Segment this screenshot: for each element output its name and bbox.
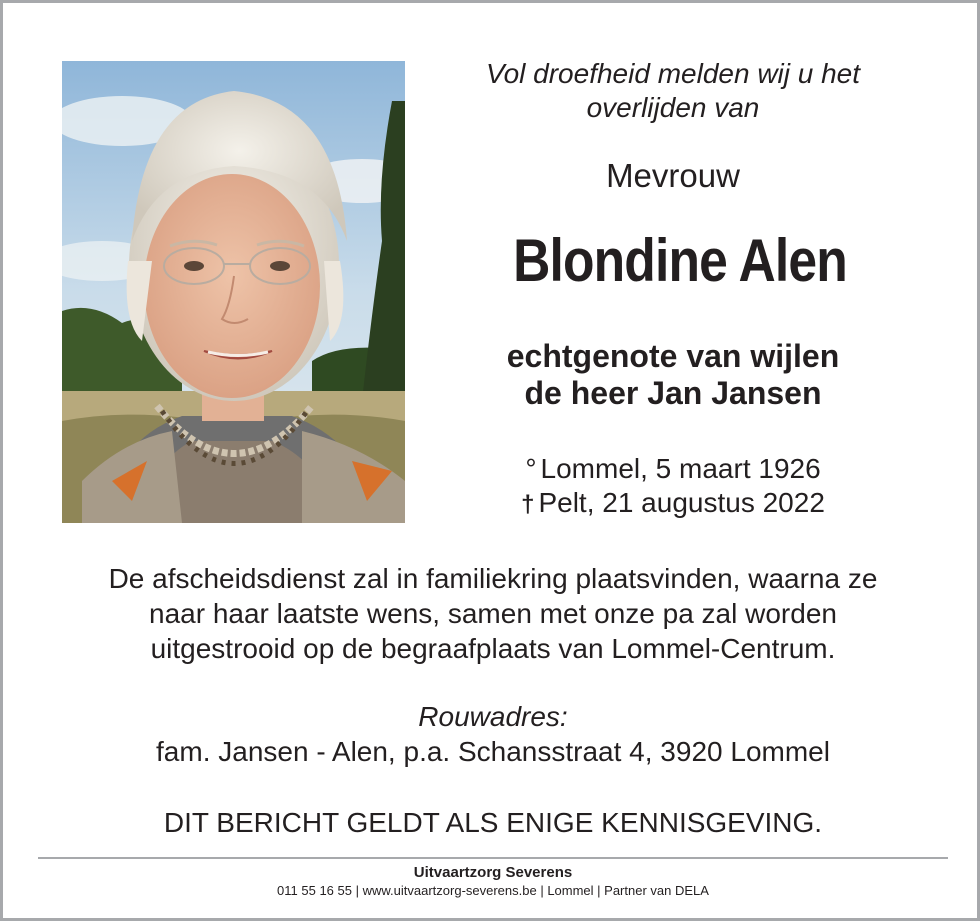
service-line: De afscheidsdienst zal in familiekring plaatsvinden, waarna ze bbox=[108, 563, 878, 594]
service-line: naar haar laatste wens, samen met onze pa zal worden bbox=[149, 598, 837, 629]
birth-text: Lommel, 5 maart 1926 bbox=[540, 453, 821, 484]
service-line: uitgestrooid op de begraafplaats van Lommel-Centrum. bbox=[150, 633, 836, 664]
notice-text: DIT BERICHT GELDT ALS ENIGE KENNISGEVING. bbox=[163, 807, 823, 838]
cross-icon: † bbox=[521, 491, 535, 518]
intro-text bbox=[443, 57, 903, 125]
service-text bbox=[43, 561, 943, 666]
deceased-name: Blondine Alen bbox=[513, 227, 847, 294]
life-dates bbox=[443, 452, 903, 522]
intro-line: Vol droefheid melden wij u het bbox=[485, 58, 861, 89]
intro-line: overlijden van bbox=[586, 92, 760, 123]
footer-divider bbox=[38, 857, 948, 859]
funeral-home-name: Uitvaartzorg Severens bbox=[413, 864, 573, 881]
honorific: Mevrouw bbox=[606, 157, 740, 194]
funeral-home-contact: 011 55 16 55 | www.uitvaartzorg-severens.be | Lommel | Partner van DELA bbox=[277, 883, 709, 898]
birth-line bbox=[443, 452, 903, 486]
rouwadres-address: fam. Jansen - Alen, p.a. Schansstraat 4, 3920 Lommel bbox=[156, 736, 830, 767]
spouse-info bbox=[443, 338, 903, 412]
birth-symbol: ° bbox=[525, 453, 537, 484]
death-line bbox=[443, 486, 903, 522]
rouwadres-label: Rouwadres: bbox=[418, 701, 568, 732]
spouse-line: de heer Jan Jansen bbox=[524, 375, 822, 411]
portrait-photo bbox=[62, 61, 405, 523]
death-text: Pelt, 21 augustus 2022 bbox=[538, 487, 825, 518]
spouse-line: echtgenote van wijlen bbox=[506, 338, 840, 374]
